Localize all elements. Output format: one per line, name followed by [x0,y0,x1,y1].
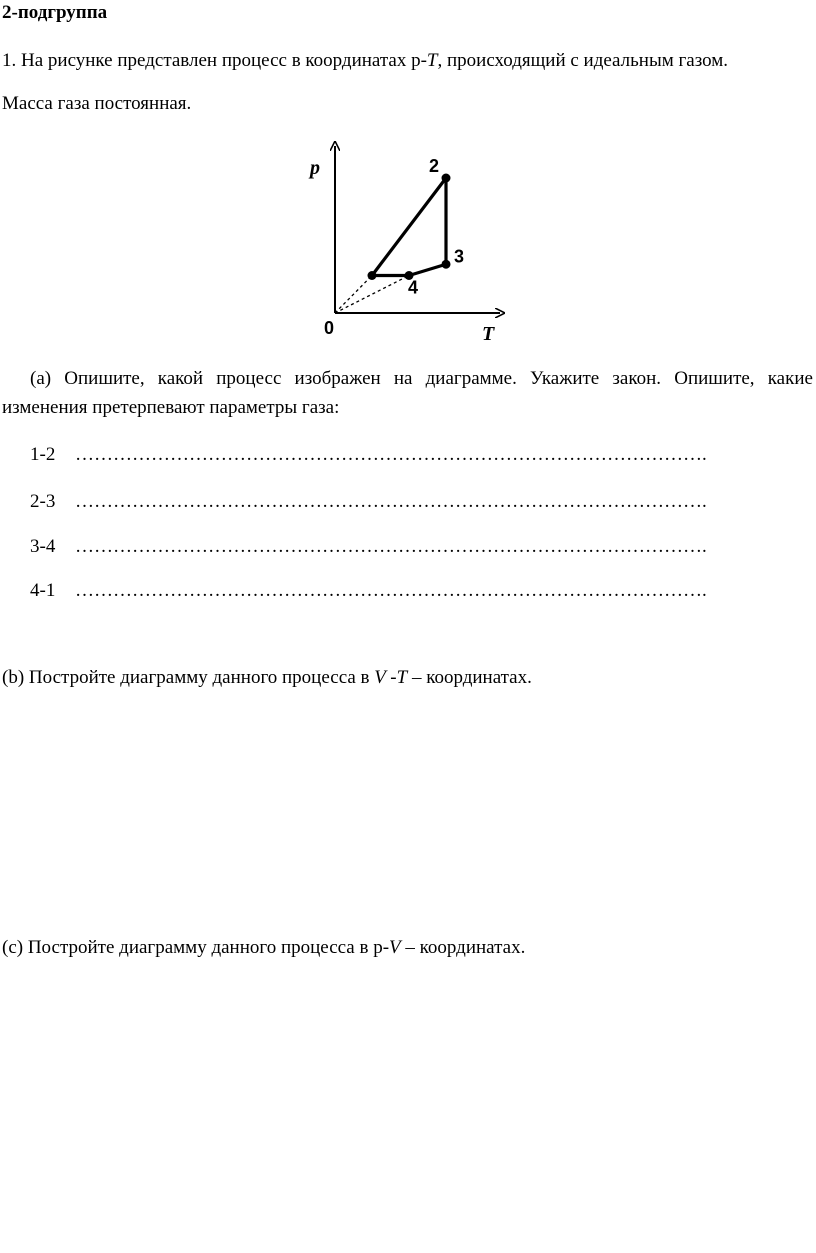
task-text-before: 1. На рисунке представлен процесс в координатах р- [2,50,427,71]
question-a-word: Укажите [530,368,600,389]
process-segment-1-2 [372,178,446,276]
page-heading: 2-подгруппа [2,2,108,23]
point-label-2: 2 [429,156,440,176]
task-statement-line2: Масса газа постоянная. [2,93,192,114]
question-a-word: закон. [612,368,662,389]
question-a-word: диаграмме. [425,368,517,389]
isochore-dashed-line-4 [335,276,409,314]
question-c [2,937,525,959]
point-label-3: 3 [454,246,465,267]
state-point-3 [442,260,451,269]
task-text-after: , происходящий с идеальным газом. [437,50,729,71]
question-a-word: на [393,368,413,389]
question-b-text-before: (b) Постройте диаграмму данного процесса в [2,667,375,688]
isochore-dashed-line-1 [335,276,372,314]
question-c-text-before: (c) Постройте диаграмму данного процесса в р- [2,937,390,958]
question-b-text-after: – координатах. [407,667,532,688]
y-axis-label: p [310,157,320,179]
answer-blank-1-2[interactable] [30,444,707,466]
blank-dots: ………………………………………………………………………………………. [75,444,707,465]
question-c-variable: V [389,937,401,958]
point-label-4: 4 [408,277,419,298]
question-a-line2: изменения претерпевают параметры газа: [2,397,340,418]
question-a-word: Опишите, [674,368,755,389]
question-a-word: процесс [216,368,282,389]
origin-label: 0 [324,318,335,338]
blank-label: 2-3 [30,491,56,512]
question-a-word: какие [767,368,813,389]
question-a-word: изображен [294,368,381,389]
answer-blank-2-3[interactable] [30,491,707,513]
answer-blank-3-4[interactable] [30,536,707,558]
question-a-word: (a) [30,368,52,389]
answer-blank-4-1[interactable] [30,580,707,602]
question-b-variables: V -T [374,667,408,688]
state-point-2 [442,174,451,183]
x-axis-label: T [482,323,495,345]
question-a-line1 [30,368,813,390]
question-b [2,667,532,689]
state-point-1 [368,271,377,280]
question-a-word: какой [157,368,204,389]
blank-dots: ………………………………………………………………………………………. [75,536,707,557]
task-statement-line1 [2,50,728,72]
blank-label: 4-1 [30,580,56,601]
blank-dots: ………………………………………………………………………………………. [75,580,707,601]
blank-label: 1-2 [30,444,56,465]
process-segment-3-4 [409,264,446,275]
question-a-word: Опишите, [64,368,145,389]
blank-dots: ………………………………………………………………………………………. [75,491,707,512]
pt-diagram [300,138,510,348]
task-variable-t: T [426,50,438,71]
question-c-text-after: – координатах. [400,937,526,958]
blank-label: 3-4 [30,536,56,557]
